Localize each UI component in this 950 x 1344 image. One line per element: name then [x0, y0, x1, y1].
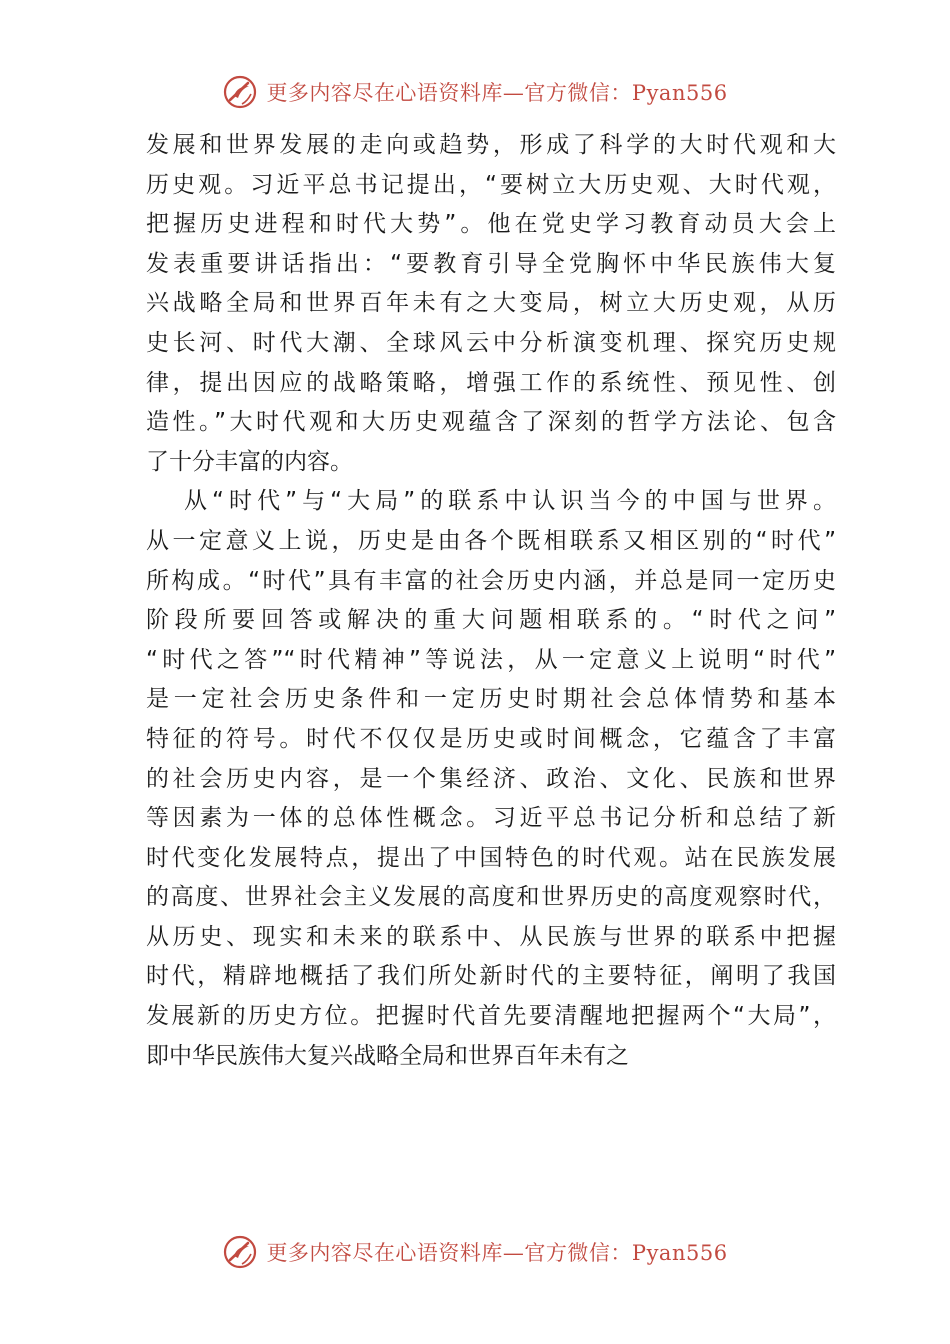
body-line: 从历史、现实和未来的联系中、从民族与世界的联系中把握	[146, 923, 836, 950]
body-line: 律，提出因应的战略策略，增强工作的系统性、预见性、创	[146, 369, 836, 396]
body-line: 是一定社会历史条件和一定历史时期社会总体情势和基本	[146, 686, 836, 713]
paragraph-first-line: 从“时代”与“大局”的联系中认识当今的中国与世界。	[184, 488, 836, 515]
footer-banner	[0, 1230, 950, 1274]
body-line: “时代之答”“时代精神”等说法，从一定意义上说明“时代”	[146, 646, 836, 673]
body-line: 时代，精辟地概括了我们所处新时代的主要特征，阐明了我国	[146, 963, 836, 990]
body-line: 发表重要讲话指出：“要教育引导全党胸怀中华民族伟大复	[146, 250, 836, 277]
footer-banner-text: 更多内容尽在心语资料库—官方微信：Pyan556	[266, 1241, 728, 1265]
body-line: 阶段所要回答或解决的重大问题相联系的。“时代之问”	[146, 607, 836, 634]
body-line: 发展和世界发展的走向或趋势，形成了科学的大时代观和大	[146, 132, 836, 158]
header-banner	[0, 70, 950, 114]
body-line: 等因素为一体的总体性概念。习近平总书记分析和总结了新	[146, 805, 836, 832]
header-banner-text: 更多内容尽在心语资料库—官方微信：Pyan556	[266, 81, 728, 105]
body-line: 历史观。习近平总书记提出，“要树立大历史观、大时代观，	[146, 171, 836, 198]
body-line: 史长河、时代大潮、全球风云中分析演变机理、探究历史规	[146, 329, 836, 356]
body-line: 的社会历史内容，是一个集经济、政治、文化、民族和世界	[146, 765, 836, 792]
body-line: 了十分丰富的内容。	[146, 448, 353, 475]
body-line: 从一定意义上说，历史是由各个既相联系又相区别的“时代”	[146, 527, 836, 554]
pen-logo-icon	[222, 1234, 258, 1270]
body-line: 即中华民族伟大复兴战略全局和世界百年未有之	[146, 1042, 629, 1069]
body-line: 所构成。“时代”具有丰富的社会历史内涵，并总是同一定历史	[146, 567, 836, 594]
body-line: 把握历史进程和时代大势”。他在党史学习教育动员大会上	[146, 211, 836, 238]
body-line: 发展新的历史方位。把握时代首先要清醒地把握两个“大局”，	[146, 1003, 836, 1030]
document-body	[146, 126, 836, 1076]
pen-logo-icon	[222, 74, 258, 110]
body-line: 特征的符号。时代不仅仅是历史或时间概念，它蕴含了丰富	[146, 725, 836, 752]
body-line: 时代变化发展特点，提出了中国特色的时代观。站在民族发展	[146, 844, 836, 871]
body-line: 兴战略全局和世界百年未有之大变局，树立大历史观，从历	[146, 290, 836, 317]
body-line: 造性。”大时代观和大历史观蕴含了深刻的哲学方法论、包含	[146, 409, 836, 436]
body-line: 的高度、世界社会主义发展的高度和世界历史的高度观察时代，	[146, 884, 836, 911]
